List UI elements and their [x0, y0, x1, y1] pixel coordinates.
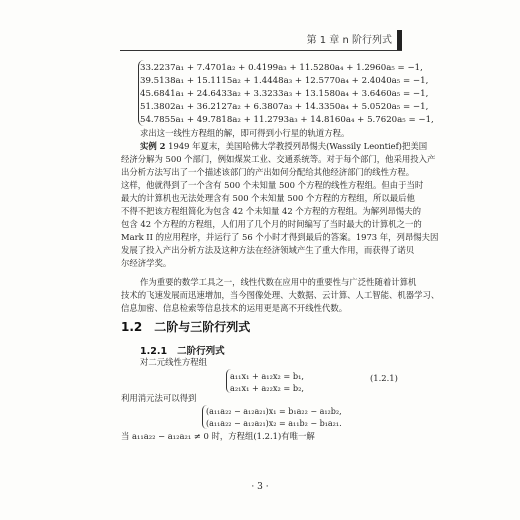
- text-line: [121, 140, 438, 153]
- text-line: 信息加密、信息检索等信息技术的运用更是离不开线性代数。: [121, 303, 348, 313]
- text-line: 尔经济学奖。: [121, 258, 172, 268]
- subsection-title: 二阶行列式: [177, 346, 225, 357]
- equation-line: (a₁₁a₂₂ − a₁₂a₂₁)x₁ = b₁a₂₂ − a₁₂b₂,: [206, 407, 342, 416]
- equation-system-top: [140, 62, 434, 127]
- header-chapter-title: 第 1 章 n 阶行列式: [306, 35, 392, 46]
- intro-line-3: [121, 430, 315, 443]
- text-line: 技术的飞速发展而迅速增加，当今图像处理、大数据、云计算、人工智能、机器学习、: [121, 290, 440, 300]
- paragraph-linear-algebra: [121, 276, 439, 315]
- example-2-paragraph: [121, 140, 438, 270]
- equation-line: 39.5138a₁ + 15.1115a₂ + 1.4448a₃ + 12.5770a₄ + 2.4040a₅ = −1,: [140, 76, 429, 86]
- text-line: 这样，他就得到了一个含有 500 个未知量 500 个方程的线性方程组。但由于当时: [121, 180, 424, 190]
- equation-line: (a₁₁a₂₂ − a₁₂a₂₁)x₂ = a₁₁b₂ − b₁a₂₁.: [206, 419, 342, 428]
- text-line: 不得不把该方程组简化为包含 42 个未知量 42 个方程的方程组。为解列昂惕夫的: [121, 206, 421, 216]
- page-number: · 3 ·: [251, 482, 269, 492]
- text-line: 当 a₁₁a₂₂ − a₁₂a₂₁ ≠ 0 时，方程组(1.2.1)有唯一解: [121, 431, 315, 441]
- intro-line-2: [121, 392, 196, 405]
- linear-system-1: [230, 370, 304, 394]
- example-label: 实例 2: [140, 141, 166, 151]
- text-line: 包含 42 个方程的方程组，人们用了几个月的时间编写了当时最大的计算机之一的: [121, 219, 422, 229]
- linear-system-2: [206, 406, 342, 430]
- equation-line: 54.7855a₁ + 49.7818a₂ + 11.2793a₃ + 14.8160a₄ + 5.7620a₅ = −1,: [140, 115, 434, 125]
- paragraph-after-equations: [140, 127, 349, 140]
- subsection-number: 1.2.1: [140, 346, 168, 357]
- text-line: 对二元线性方程组: [140, 357, 207, 367]
- text-line: 作为重要的数学工具之一，线性代数在应用中的重要性与广泛性随着计算机: [140, 277, 417, 287]
- text-line: 发展了投入产出分析方法及这种方法在经济领域产生了重大作用，而获得了诺贝: [121, 245, 415, 255]
- equation-number: (1.2.1): [370, 373, 398, 383]
- text-line: 利用消元法可以得到: [121, 393, 197, 403]
- section-title: 二阶与三阶行列式: [154, 320, 251, 334]
- text-line: 经济分解为 500 个部门，例如煤炭工业、交通系统等。对于每个部门，他采用投入产: [121, 154, 436, 164]
- text-line: 出分析方法写出了一个描述该部门的产出如何分配给其他经济部门的线性方程。: [121, 167, 415, 177]
- equation-line: a₂₁x₁ + a₂₂x₂ = b₂,: [230, 383, 304, 393]
- equation-line: 33.2237a₁ + 7.4701a₂ + 0.4199a₃ + 11.5280a₄ + 1.2960a₅ = −1,: [140, 63, 423, 73]
- text-line: 求出这一线性方程组的解，即可得到小行星的轨道方程。: [140, 128, 350, 138]
- intro-line-1: [140, 356, 207, 369]
- equation-line: 51.3802a₁ + 36.2127a₂ + 6.3807a₃ + 14.3350a₄ + 5.0520a₅ = −1,: [140, 102, 429, 112]
- header-bar: [397, 30, 402, 50]
- subsection-heading: [140, 343, 225, 357]
- text-line: 1949 年夏末，美国哈佛大学教授列昂惕夫(Wassily Leontief)把美国: [168, 141, 428, 151]
- text-line: 最大的计算机也无法处理含有 500 个未知量 500 个方程的方程组，所以最后他: [121, 193, 415, 203]
- text-line: Mark II 的应用程序，并运行了 56 个小时才得到最后的答案。1973 年，列昂惕夫因: [121, 232, 439, 242]
- running-header: [120, 30, 402, 51]
- section-heading: [121, 318, 250, 335]
- section-number: 1.2: [121, 320, 143, 334]
- equation-line: 45.6841a₁ + 24.6433a₂ + 3.3233a₃ + 13.1580a₄ + 3.6460a₅ = −1,: [140, 89, 429, 99]
- equation-line: a₁₁x₁ + a₁₂x₂ = b₁,: [230, 371, 304, 381]
